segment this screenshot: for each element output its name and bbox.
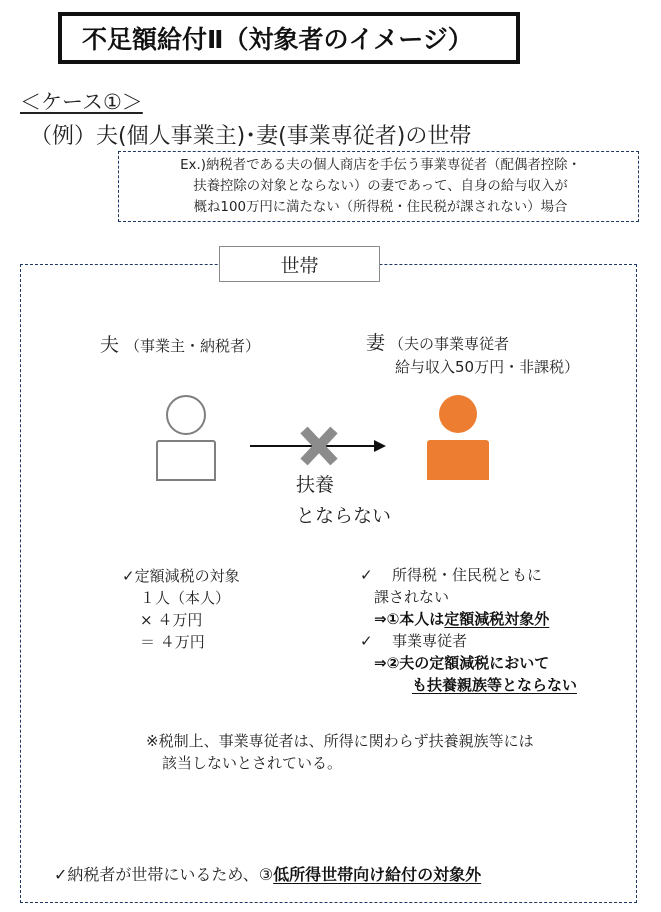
wife-result-1 xyxy=(360,608,577,630)
wife-sub-2: 給与収入50万円・非課税） xyxy=(395,358,580,376)
check-icon: ✓ xyxy=(122,567,135,585)
husband-list-line-2: １人（本人） xyxy=(140,589,231,607)
final-text: 納税者が世帯にいるため、③ xyxy=(67,865,274,884)
check-icon: ✓ xyxy=(360,566,373,584)
arrow-label-line-2: とならない xyxy=(296,505,392,527)
ex-line-1: Ex.)納税者である夫の個人商店を手伝う事業専従者（配偶者控除・ xyxy=(180,158,581,173)
page-title: 不足額給付Ⅱ（対象者のイメージ） xyxy=(58,12,520,64)
example-description-box xyxy=(118,151,639,222)
husband-list-line-3: × ４万円 xyxy=(140,611,203,629)
arrow-label-line-1: 扶養 xyxy=(296,474,335,496)
wife-tax-list xyxy=(360,564,577,696)
check-icon: ✓ xyxy=(54,865,68,884)
wife-result-1-underlined: 定額減税対象外 xyxy=(444,610,550,628)
wife-item2: 事業専従者 xyxy=(392,632,468,650)
wife-result-2-line-1: ⇒②夫の定額減税において xyxy=(374,654,550,672)
husband-person-icon xyxy=(150,392,222,488)
wife-item1-line-2: 課されない xyxy=(374,588,450,606)
household-label: 世帯 xyxy=(219,246,380,282)
ex-line-3: 概ね100万円に満たない（所得税・住民税が課されない）場合 xyxy=(193,200,568,215)
arrow-label xyxy=(296,470,391,532)
wife-sub-1: （夫の事業専従者 xyxy=(389,335,510,353)
wife-label xyxy=(366,330,509,357)
husband-tax-list xyxy=(122,565,240,653)
example-heading: （例）夫(個人事業主)･妻(事業専従者)の世帯 xyxy=(30,124,472,149)
check-icon: ✓ xyxy=(360,632,373,650)
husband-label xyxy=(100,330,260,357)
note-line-1: ※税制上、事業専従者は、所得に関わらず扶養親族等には xyxy=(146,732,534,750)
wife-result-1-prefix: ⇒①本人は xyxy=(374,610,445,628)
wife-title: 妻 xyxy=(366,332,386,354)
tax-note xyxy=(146,730,534,774)
case-label: ＜ケース①＞ xyxy=(20,90,143,114)
wife-result-2-underlined: も扶養親族等とならない xyxy=(412,676,578,694)
husband-list-line-1: 定額減税の対象 xyxy=(134,567,240,585)
final-conclusion xyxy=(54,862,481,885)
husband-list-line-4: ＝ ４万円 xyxy=(140,633,205,651)
ex-line-2: 扶養控除の対象とならない）の妻であって、自身の給与収入が xyxy=(193,179,568,194)
not-dependent-arrow xyxy=(248,422,388,470)
husband-sub: （事業主・納税者） xyxy=(125,337,261,355)
wife-person-icon xyxy=(422,392,494,488)
final-underlined: 低所得世帯向け給付の対象外 xyxy=(273,865,482,884)
husband-title: 夫 xyxy=(100,334,120,356)
wife-item1-line-1: 所得税・住民税ともに xyxy=(392,566,543,584)
note-line-2: 該当しないとされている。 xyxy=(162,754,343,772)
